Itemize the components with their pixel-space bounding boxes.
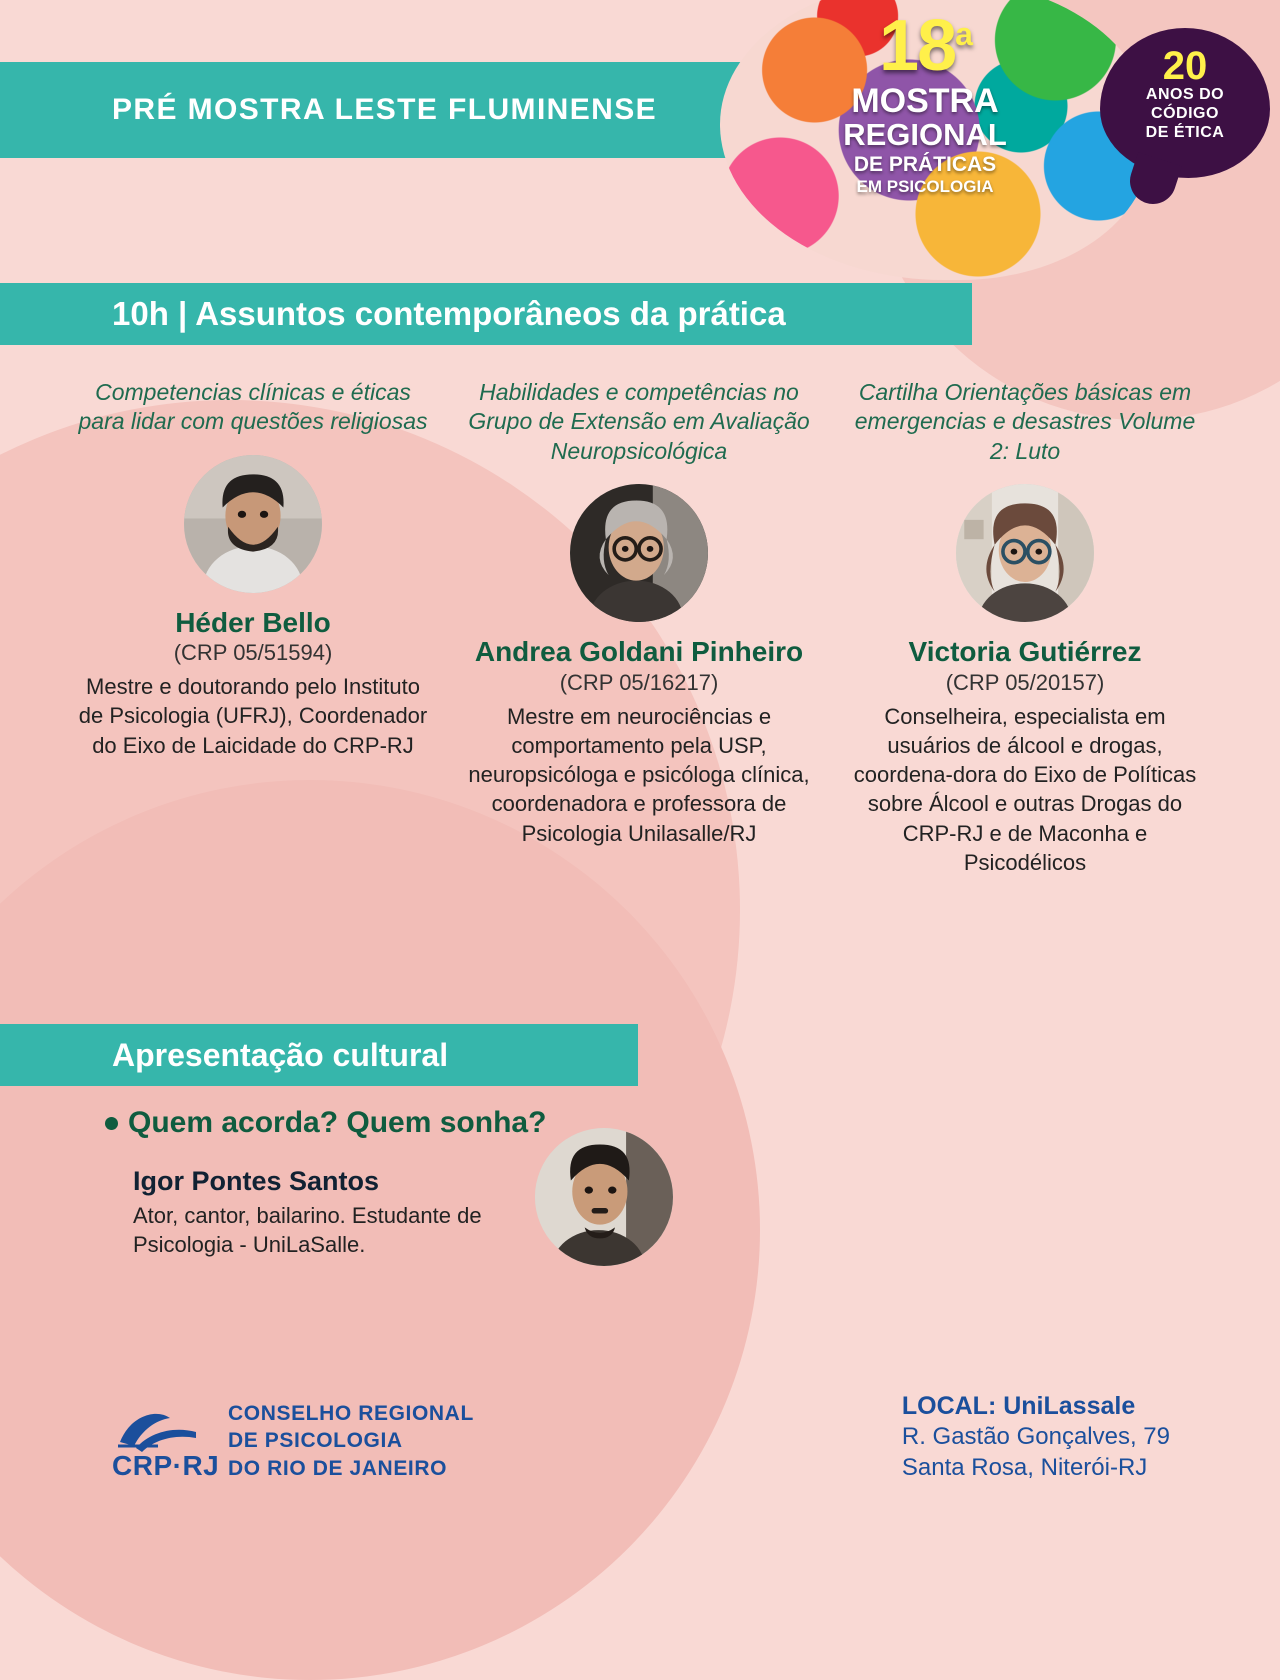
event-header-bar bbox=[0, 62, 790, 158]
speaker-crp: (CRP 05/20157) bbox=[945, 669, 1105, 695]
location-label-row bbox=[902, 1392, 1170, 1421]
speaker-topic: Competencias clínicas e éticas para lidar com questões religiosas bbox=[78, 379, 428, 435]
avatar bbox=[184, 455, 322, 593]
avatar bbox=[570, 484, 708, 622]
cultural-title-row bbox=[105, 1106, 865, 1140]
speaker-name: Héder Bello bbox=[175, 606, 331, 638]
performer-name: Igor Pontes Santos bbox=[133, 1166, 380, 1196]
performer-bio: Ator, cantor, bailarino. Estudante de Psicologia - UniLaSalle. bbox=[133, 1203, 482, 1258]
mostra-logo bbox=[720, 0, 1280, 290]
speaker-crp: (CRP 05/51594) bbox=[173, 640, 333, 666]
speaker-card bbox=[60, 378, 446, 877]
logo-line-praticas: DE PRÁTICAS bbox=[853, 153, 997, 177]
cultural-block bbox=[105, 1106, 865, 1260]
anniversary-badge bbox=[1100, 28, 1270, 178]
page-title: PRÉ MOSTRA LESTE FLUMINENSE bbox=[112, 93, 658, 126]
speaker-crp: (CRP 05/16217) bbox=[559, 669, 719, 695]
avatar bbox=[956, 484, 1094, 622]
portrait-igor-pontes-santos-icon bbox=[535, 1128, 673, 1266]
event-location bbox=[902, 1392, 1170, 1483]
speaker-bio: Conselheira, especialista em usuários de álcool e drogas, coordena-dora do Eixo de Políticas sobre Álcool e outras Drogas do CRP-RJ e de Maconha e Psicodélicos bbox=[853, 703, 1197, 875]
speaker-bio: Mestre em neurociências e comportamento pela USP, neuropsicóloga e psicóloga clínica, coordenadora e professora de Psicologia Unilasalle/RJ bbox=[468, 703, 810, 846]
badge-line-3: DE ÉTICA bbox=[1145, 123, 1225, 141]
performer-info bbox=[133, 1166, 553, 1260]
speaker-name: Victoria Gutiérrez bbox=[908, 636, 1142, 668]
cultural-section-bar bbox=[0, 1024, 638, 1086]
speaker-topic: Habilidades e competências no Grupo de Extensão em Avaliação Neuropsicológica bbox=[468, 379, 810, 464]
speaker-card bbox=[446, 378, 832, 877]
crp-logo-abbrev: CRP·RJ bbox=[112, 1449, 220, 1481]
location-address-line-2: Santa Rosa, Niterói-RJ bbox=[901, 1454, 1148, 1482]
speaker-bio: Mestre e doutorando pelo Instituto de Psicologia (UFRJ), Coordenador do Eixo de Laicidade do CRP-RJ bbox=[78, 674, 428, 758]
cultural-title: Quem acorda? Quem sonha? bbox=[128, 1106, 547, 1139]
logo-edition-number: 18$^a$ bbox=[879, 6, 971, 86]
schedule-label: 10h | Assuntos contemporâneos da prática bbox=[112, 295, 786, 332]
speaker-topic: Cartilha Orientações básicas em emergencias e desastres Volume 2: Luto bbox=[854, 379, 1196, 464]
logo-line-psicologia: EM PSICOLOGIA bbox=[856, 176, 994, 196]
crp-rj-logo bbox=[112, 1400, 474, 1482]
cultural-label: Apresentação cultural bbox=[112, 1036, 449, 1073]
badge-line-2: CÓDIGO bbox=[1151, 104, 1219, 122]
portrait-andrea-goldani-pinheiro-icon bbox=[570, 484, 708, 622]
org-line-3: DO RIO DE JANEIRO bbox=[228, 1456, 448, 1480]
portrait-victoria-gutierrez-icon bbox=[956, 484, 1094, 622]
speaker-card bbox=[832, 378, 1218, 877]
badge-number: 20 bbox=[1162, 44, 1208, 88]
location-address-line-1: R. Gastão Gonçalves, 79 bbox=[901, 1423, 1170, 1450]
org-line-1: CONSELHO REGIONAL bbox=[228, 1402, 474, 1425]
schedule-section-bar bbox=[0, 283, 972, 345]
speaker-name: Andrea Goldani Pinheiro bbox=[474, 636, 804, 668]
portrait-heder-bello-icon bbox=[184, 455, 322, 593]
crp-logo-mark-icon bbox=[112, 1402, 220, 1481]
avatar bbox=[535, 1128, 673, 1266]
speakers-list bbox=[60, 378, 1220, 877]
logo-text-block bbox=[790, 6, 1060, 196]
badge-line-1: ANOS DO bbox=[1145, 86, 1225, 103]
org-line-2: DE PSICOLOGIA bbox=[228, 1429, 403, 1453]
logo-line-mostra: MOSTRA bbox=[851, 82, 999, 120]
location-label: LOCAL: bbox=[901, 1392, 997, 1420]
location-name: UniLassale bbox=[1003, 1392, 1136, 1420]
logo-line-regional: REGIONAL bbox=[843, 116, 1007, 152]
bullet-icon bbox=[105, 1117, 118, 1130]
crp-logo-text bbox=[228, 1400, 474, 1482]
